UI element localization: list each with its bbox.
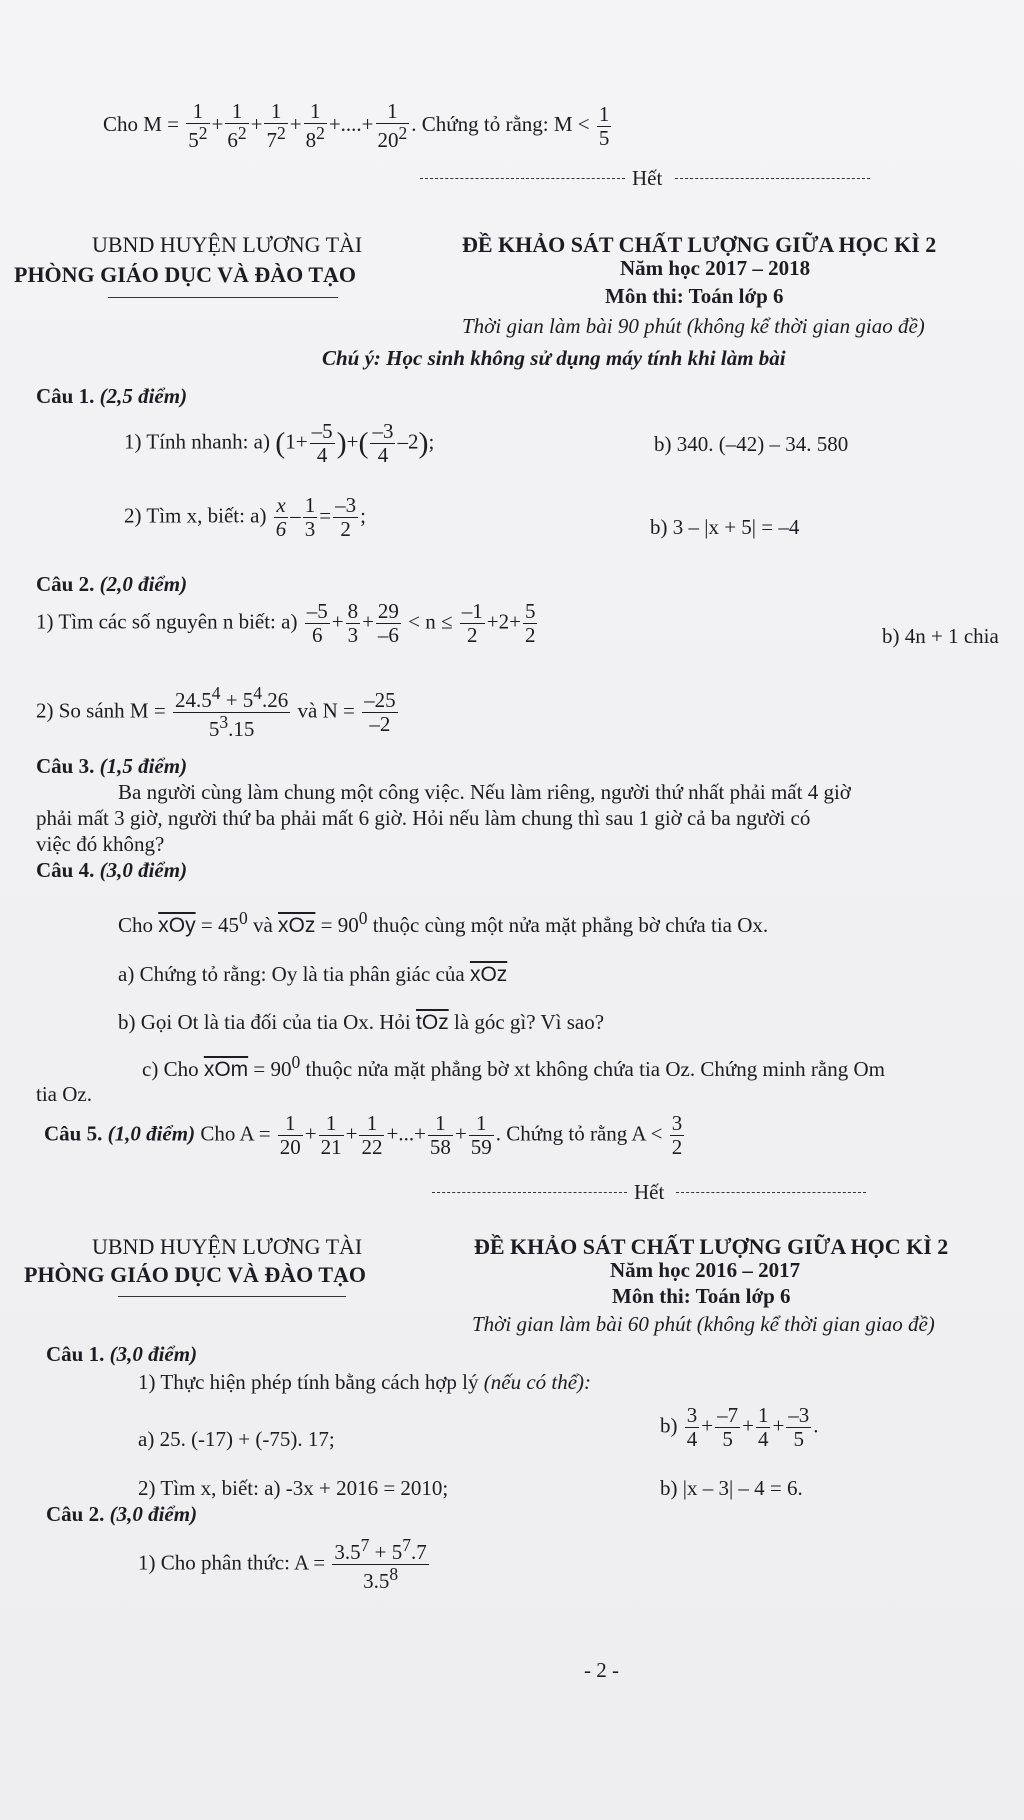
exam1-dept-underline [108,297,338,298]
exam1-note: Chú ý: Học sinh không sử dụng máy tính khi làm bài [322,346,786,370]
m-inequality: M < [553,111,590,136]
exam1-title: ĐỀ KHẢO SÁT CHẤT LƯỢNG GIỮA HỌC KÌ 2 [462,232,937,257]
exam1-het-label: Hết [634,1180,665,1204]
exam1-q5: Câu 5. (1,0 điểm) Cho A = $\frac{1}{20}$ + $\frac{1}{21}$ + $\frac{1}{22}$ +...+ $\frac{1}{58}$ + $\frac{1}{59}$ . Chứng tỏ rằng A < $\frac{3}{2}$ [44,1111,683,1160]
exam1-dept-line2: PHÒNG GIÁO DỤC VÀ ĐÀO TẠO [14,262,357,287]
exam2-q1-part2a: 2) Tìm x, biết: a) -3x + 2016 = 2010; [138,1476,449,1500]
exam1-q4-c: c) Cho $\overline{xOm} = 90^0$ thuộc nửa mặt phẳng bờ xt không chứa tia Oz. Chứng minh rằng Om [142,1052,885,1081]
exam1-q1-part1b: b) 340. (–42) – 34. 580 [654,432,849,456]
exam2-dept-line2: PHÒNG GIÁO DỤC VÀ ĐÀO TẠO [24,1262,367,1287]
page-number: - 2 - [584,1658,619,1682]
exam1-subject: Môn thi: Toán lớp 6 [605,284,784,308]
exam2-dept-line1: UBND HUYỆN LƯƠNG TÀI [92,1234,363,1259]
exam1-q1-part2b: b) 3 – |x + 5| = –4 [650,515,800,539]
exam2-year: Năm học 2016 – 2017 [610,1258,801,1282]
exam2-q1-part1b: b) $\frac{3}{4}$ + $\frac{-7}{5}$ + $\frac{1}{4}$ + $\frac{-3}{5}$ . [660,1403,819,1452]
exam2-q2-heading: Câu 2. (3,0 điểm) [46,1502,198,1526]
exam1-q4-b: b) Gọi Ot là tia đối của tia Ox. Hỏi $\overline{tOz}$ là góc gì? Vì sao? [118,1010,605,1034]
exam2-q1-part1a: a) 25. (-17) + (-75). 17; [138,1427,335,1451]
exam2-dept-underline [118,1296,346,1297]
exam1-q4-a: a) Chứng tỏ rằng: Oy là tia phân giác của $\overline{xOz}$ [118,962,508,986]
exam1-q1-part2: 2) Tìm x, biết: a) $\frac{x}{6}$ – $\frac{1}{3}$ = $\frac{-3}{2}$ ; [124,493,366,542]
exam2-subject: Môn thi: Toán lớp 6 [612,1284,791,1308]
m-expression-prefix: Cho M = [103,111,180,136]
exam1-q2-heading: Câu 2. (2,0 điểm) [36,572,188,596]
exam1-q1-part1: 1) Tính nhanh: a) (1+ $\frac{-5}{4}$ )+( $\frac{-3}{4}$ –2); [124,419,435,468]
exam1-year: Năm học 2017 – 2018 [620,256,811,280]
top-m-expression: Cho M = $\frac{1}{5^2}$ + $\frac{1}{6^2}$ + $\frac{1}{7^2}$ + $\frac{1}{8^2}$ +....+ $\frac{1}{20^2}$ . Chứng tỏ rằng: M < $\frac{1}{5}$ [103,99,610,153]
exam1-q4-c-line2: tia Oz. [36,1082,92,1106]
exam1-q3-heading: Câu 3. (1,5 điểm) [36,754,188,778]
m-expression-tail: . Chứng tỏ rằng: [411,111,549,136]
exam1-q2-part1: 1) Tìm các số nguyên n biết: a) $\frac{-5}{6}$ + $\frac{8}{3}$ + $\frac{29}{-6}$ < n ≤ $\frac{-1}{2}$ +2+ $\frac{5}{2}$ [36,599,536,648]
exam1-divider-left [432,1192,627,1193]
exam1-q3-line1: Ba người cùng làm chung một công việc. Nếu làm riêng, người thứ nhất phải mất 4 giờ [118,780,851,804]
exam2-q1-part1: 1) Thực hiện phép tính bằng cách hợp lý (nếu có thể): [138,1370,592,1394]
exam2-q1-part2b: b) |x – 3| – 4 = 6. [660,1476,803,1500]
het-label: Hết [632,166,663,190]
exam2-title: ĐỀ KHẢO SÁT CHẤT LƯỢNG GIỮA HỌC KÌ 2 [474,1234,949,1259]
exam2-q2-part1: 1) Cho phân thức: A = $\frac{3.5^7 + 5^7.7}{3.5^8}$ [138,1535,427,1594]
exam1-q4-heading: Câu 4. (3,0 điểm) [36,858,188,882]
exam1-q2-part2: 2) So sánh M = $\frac{24.5^4 + 5^4.26}{5^3.15}$ và N = $\frac{-25}{-2}$ [36,683,396,742]
exam1-q1-heading: Câu 1. (2,5 điểm) [36,384,188,408]
exam2-time: Thời gian làm bài 60 phút (không kể thời gian giao đề) [472,1312,935,1336]
exam2-q1-heading: Câu 1. (3,0 điểm) [46,1342,198,1366]
exam1-time: Thời gian làm bài 90 phút (không kể thời gian giao đề) [462,314,925,338]
exam1-dept-line1: UBND HUYỆN LƯƠNG TÀI [92,232,363,257]
exam1-q3-line2: phải mất 3 giờ, người thứ ba phải mất 6 giờ. Hỏi nếu làm chung thì sau 1 giờ cả ba người có [36,806,811,830]
exam1-q3-line3: việc đó không? [36,832,165,856]
exam1-q2-part1b: b) 4n + 1 chia [882,624,999,648]
exam1-q4-line1: Cho $\overline{xOy} = 45^0$ và $\overline{xOz} = 90^0$ thuộc cùng một nửa mặt phẳng bờ chứa tia Ox. [118,908,769,937]
divider-dash-left [420,178,625,179]
exam1-divider-right [676,1192,866,1193]
divider-dash-right [675,178,870,179]
